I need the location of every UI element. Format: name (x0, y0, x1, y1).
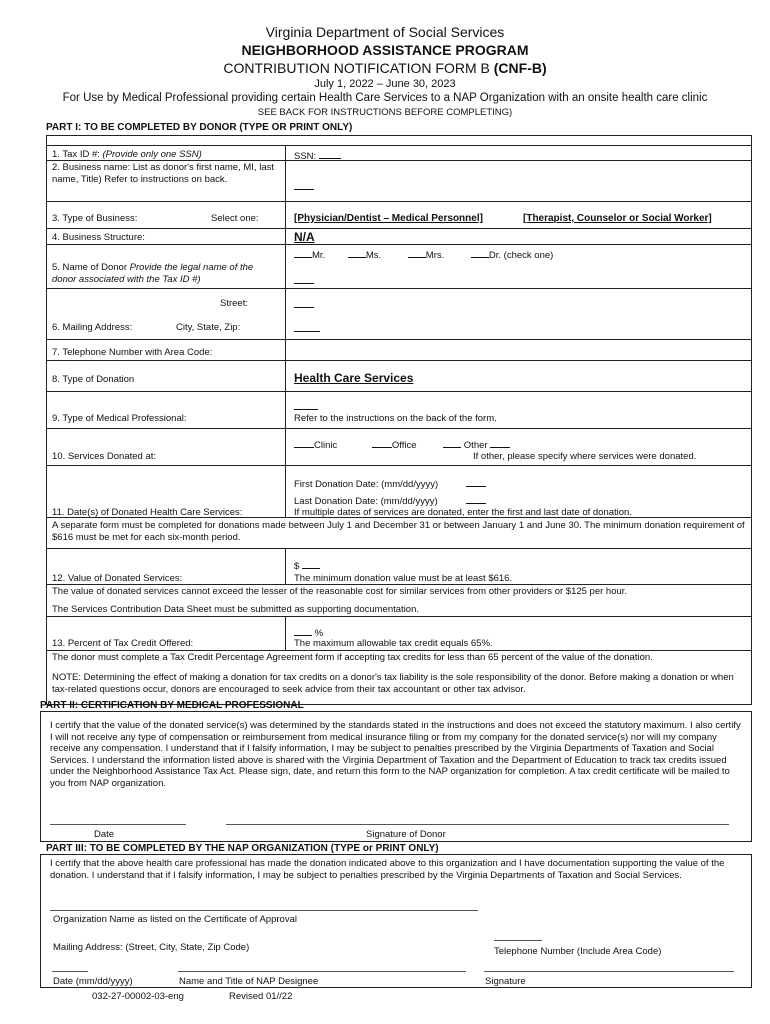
field-13-info-1: The donor must complete a Tax Credit Percentage Agreement form if accepting tax credits for less than 65 percent of the value of the donation. (52, 652, 653, 663)
field-12-info-1: The value of donated services cannot exceed the lesser of the reasonable cost for similar services from other providers or $125 per hour. (52, 586, 628, 597)
other-checkbox[interactable] (443, 438, 461, 448)
designee-line[interactable] (178, 971, 466, 972)
row-line (46, 244, 752, 245)
field-1-hint: (Provide only one SSN) (102, 149, 202, 160)
row-line (46, 145, 752, 146)
field-5-label-text: 5. Name of Donor (52, 262, 130, 273)
value-blank[interactable] (302, 559, 320, 569)
field-2-value[interactable] (294, 180, 314, 194)
percent-sign: % (314, 628, 324, 639)
field-10-label: 10. Services Donated at: (52, 451, 157, 462)
org-name-line[interactable] (50, 910, 478, 911)
designee-label: Name and Title of NAP Designee (179, 976, 319, 987)
last-date-label: Last Donation Date: (mm/dd/yyyy) (294, 496, 438, 507)
row-line (46, 465, 752, 466)
row-line (46, 339, 752, 340)
field-11-note: If multiple dates of services are donated, enter the first and last date of donation. (294, 507, 632, 518)
telephone-line[interactable] (494, 940, 542, 941)
field-11-label: 11. Date(s) of Donated Health Care Services: (52, 507, 243, 518)
header-usage: For Use by Medical Professional providing certain Health Care Services to a NAP Organization with an onsite health care clinic (62, 92, 708, 104)
mrs-label: Mrs. (425, 250, 445, 261)
percent-blank[interactable] (294, 626, 312, 636)
part2-signature-label: Signature of Donor (366, 829, 446, 840)
field-1-value[interactable] (294, 149, 341, 163)
col-divider-b (285, 548, 286, 584)
part3-date-line[interactable] (52, 971, 88, 972)
field-13-info-2: NOTE: Determining the effect of making a donation for tax credits on a donor's tax liability is the sole responsibility of the donor. Before making a donation or when tax-related questions occur, donors are encouraged to seek advice from their tax accountant or other tax advisor. (52, 672, 734, 695)
field-9-label: 9. Type of Medical Professional: (52, 413, 187, 424)
field-11-info: A separate form must be completed for donations made between July 1 and December 31 or between January 1 and June 30. The minimum donation requirement of $616 must be met for each six-month period. (52, 520, 745, 543)
field-5-label (52, 262, 278, 285)
header-instructions: SEE BACK FOR INSTRUCTIONS BEFORE COMPLETING) (257, 107, 513, 118)
part1-title: PART I: TO BE COMPLETED BY DONOR (TYPE OR PRINT ONLY) (46, 122, 353, 133)
title-check-row (294, 248, 553, 262)
ssn-label: SSN: (294, 151, 317, 162)
other-specify-blank[interactable] (490, 438, 510, 448)
city-blank[interactable] (294, 322, 320, 332)
mailing-address-label: Mailing Address: (Street, City, State, Zip Code) (53, 942, 250, 953)
field-1-label-text: 1. Tax ID #: (52, 149, 103, 160)
row-line (46, 360, 752, 361)
part2-date-label: Date (94, 829, 115, 840)
header-period: July 1, 2022 – June 30, 2023 (314, 78, 456, 90)
form-number: 032-27-00002-03-eng (92, 991, 184, 1002)
ssn-blank[interactable] (319, 149, 341, 159)
part3-title: PART III: TO BE COMPLETED BY THE NAP ORGANIZATION (TYPE or PRINT ONLY) (46, 843, 439, 854)
field-6-label: 6. Mailing Address: (52, 322, 133, 333)
row-line (46, 616, 752, 617)
field-1-label (52, 149, 202, 161)
row-line (46, 201, 752, 202)
field-7-label: 7. Telephone Number with Area Code: (52, 347, 213, 358)
mrs-checkbox[interactable] (408, 248, 426, 258)
form-title-text: CONTRIBUTION NOTIFICATION FORM B (223, 60, 494, 76)
ms-label: Ms. (365, 250, 382, 261)
last-donation-date[interactable] (294, 494, 486, 508)
field-4-label: 4. Business Structure: (52, 232, 145, 243)
telephone-label: Telephone Number (Include Area Code) (494, 946, 662, 957)
street-label: Street: (220, 298, 248, 309)
business-type-option-therapist[interactable]: [Therapist, Counselor or Social Worker] (523, 213, 712, 224)
office-checkbox[interactable] (372, 438, 392, 448)
header-agency: Virginia Department of Social Services (265, 24, 505, 40)
field-9-note: Refer to the instructions on the back of the form. (294, 413, 497, 424)
mr-label: Mr. (312, 250, 326, 261)
row-line (46, 650, 752, 651)
field-12-label: 12. Value of Donated Services: (52, 573, 183, 584)
first-donation-date[interactable] (294, 477, 486, 491)
row-line (46, 391, 752, 392)
field-13-label: 13. Percent of Tax Credit Offered: (52, 638, 194, 649)
row-line (46, 548, 752, 549)
business-name-blank[interactable] (294, 180, 314, 190)
part2-title: PART II: CERTIFICATION BY MEDICAL PROFESSIONAL (40, 700, 304, 711)
city-label: City, State, Zip: (176, 322, 241, 333)
header-program: NEIGHBORHOOD ASSISTANCE PROGRAM (241, 42, 529, 58)
revision-date: Revised 01//22 (229, 991, 293, 1002)
field-13-note: The maximum allowable tax credit equals 65%. (294, 638, 493, 649)
dr-label: Dr. (check one) (488, 250, 554, 261)
field-5-hint: Provide the legal name of the donor associated with the Tax ID #) (52, 262, 254, 285)
field-9-value[interactable] (294, 400, 318, 414)
first-date-blank[interactable] (466, 477, 486, 487)
city-value[interactable] (294, 322, 320, 336)
part2-date-line[interactable] (50, 824, 186, 825)
dr-checkbox[interactable] (471, 248, 489, 258)
street-value[interactable] (294, 298, 314, 312)
donor-name-blank[interactable] (294, 274, 314, 284)
value-donated-field[interactable] (294, 559, 320, 573)
field-2-label: 2. Business name: List as donor's first name, MI, last name, Title) Refer to instructions on back. (52, 162, 274, 185)
last-date-blank[interactable] (466, 494, 486, 504)
clinic-checkbox[interactable] (294, 438, 314, 448)
ms-checkbox[interactable] (348, 248, 366, 258)
row-line (46, 428, 752, 429)
office-label: Office (391, 440, 417, 451)
business-structure-value[interactable]: N/A (294, 230, 315, 244)
first-date-label: First Donation Date: (mm/dd/yyyy) (294, 479, 439, 490)
field-3-label: 3. Type of Business: (52, 213, 138, 224)
form-code: (CNF-B) (493, 60, 547, 76)
professional-type-blank[interactable] (294, 400, 318, 410)
org-name-label: Organization Name as listed on the Certificate of Approval (53, 914, 297, 925)
business-type-option-physician[interactable]: [Physician/Dentist – Medical Personnel] (294, 213, 483, 224)
part2-certification-text: I certify that the value of the donated service(s) was determined by the standards stated in the instructions and does not exceed the statutory maximum. I also certify I will not receive any type of compensation or reimbursement from medical insurance filing or from my company for the donated service(s) nor will my company receive any compensation. I understand that if I falsify information, I may be subject to penalties prescribed by the Virginia Departments of Taxation and Social Services. I understand the information listed above is shared with the Virginia Department of Taxation and the Department of Education to track tax credits issued under the Neighborhood Assistance Tax Act. Please sign, date, and return this form to the NAP organization for completion. A tax credit certificate will be mailed to you from NAP organization. (50, 720, 741, 789)
part3-signature-label: Signature (485, 976, 526, 987)
mr-checkbox[interactable] (294, 248, 312, 258)
part2-signature-line[interactable] (226, 824, 729, 825)
location-check-row (294, 438, 510, 452)
other-label: Other (463, 440, 488, 451)
row-line (46, 288, 752, 289)
field-12-note: The minimum donation value must be at least $616. (294, 573, 513, 584)
row-line (46, 228, 752, 229)
field-10-note: If other, please specify where services were donated. (473, 451, 697, 462)
dollar-sign: $ (294, 561, 300, 572)
field-12-info-2: The Services Contribution Data Sheet must be submitted as supporting documentation. (52, 604, 420, 615)
field-8-label: 8. Type of Donation (52, 374, 135, 385)
part3-date-label: Date (mm/dd/yyyy) (53, 976, 133, 987)
clinic-label: Clinic (314, 440, 338, 451)
field-3-select-label: Select one: (211, 213, 259, 224)
header-form-title (0, 60, 770, 76)
part3-certification-text: I certify that the above health care professional has made the donation indicated above to this organization and I have documentation supporting the value of the donation. I understand that if I falsify information, I may be subject to penalties prescribed by the Virginia Departments of Taxation and Social Services. (50, 858, 725, 881)
field-5-value[interactable] (294, 274, 314, 288)
street-blank[interactable] (294, 298, 314, 308)
part3-signature-line[interactable] (484, 971, 734, 972)
donation-type-value[interactable]: Health Care Services (294, 371, 414, 385)
col-divider-c (285, 616, 286, 650)
